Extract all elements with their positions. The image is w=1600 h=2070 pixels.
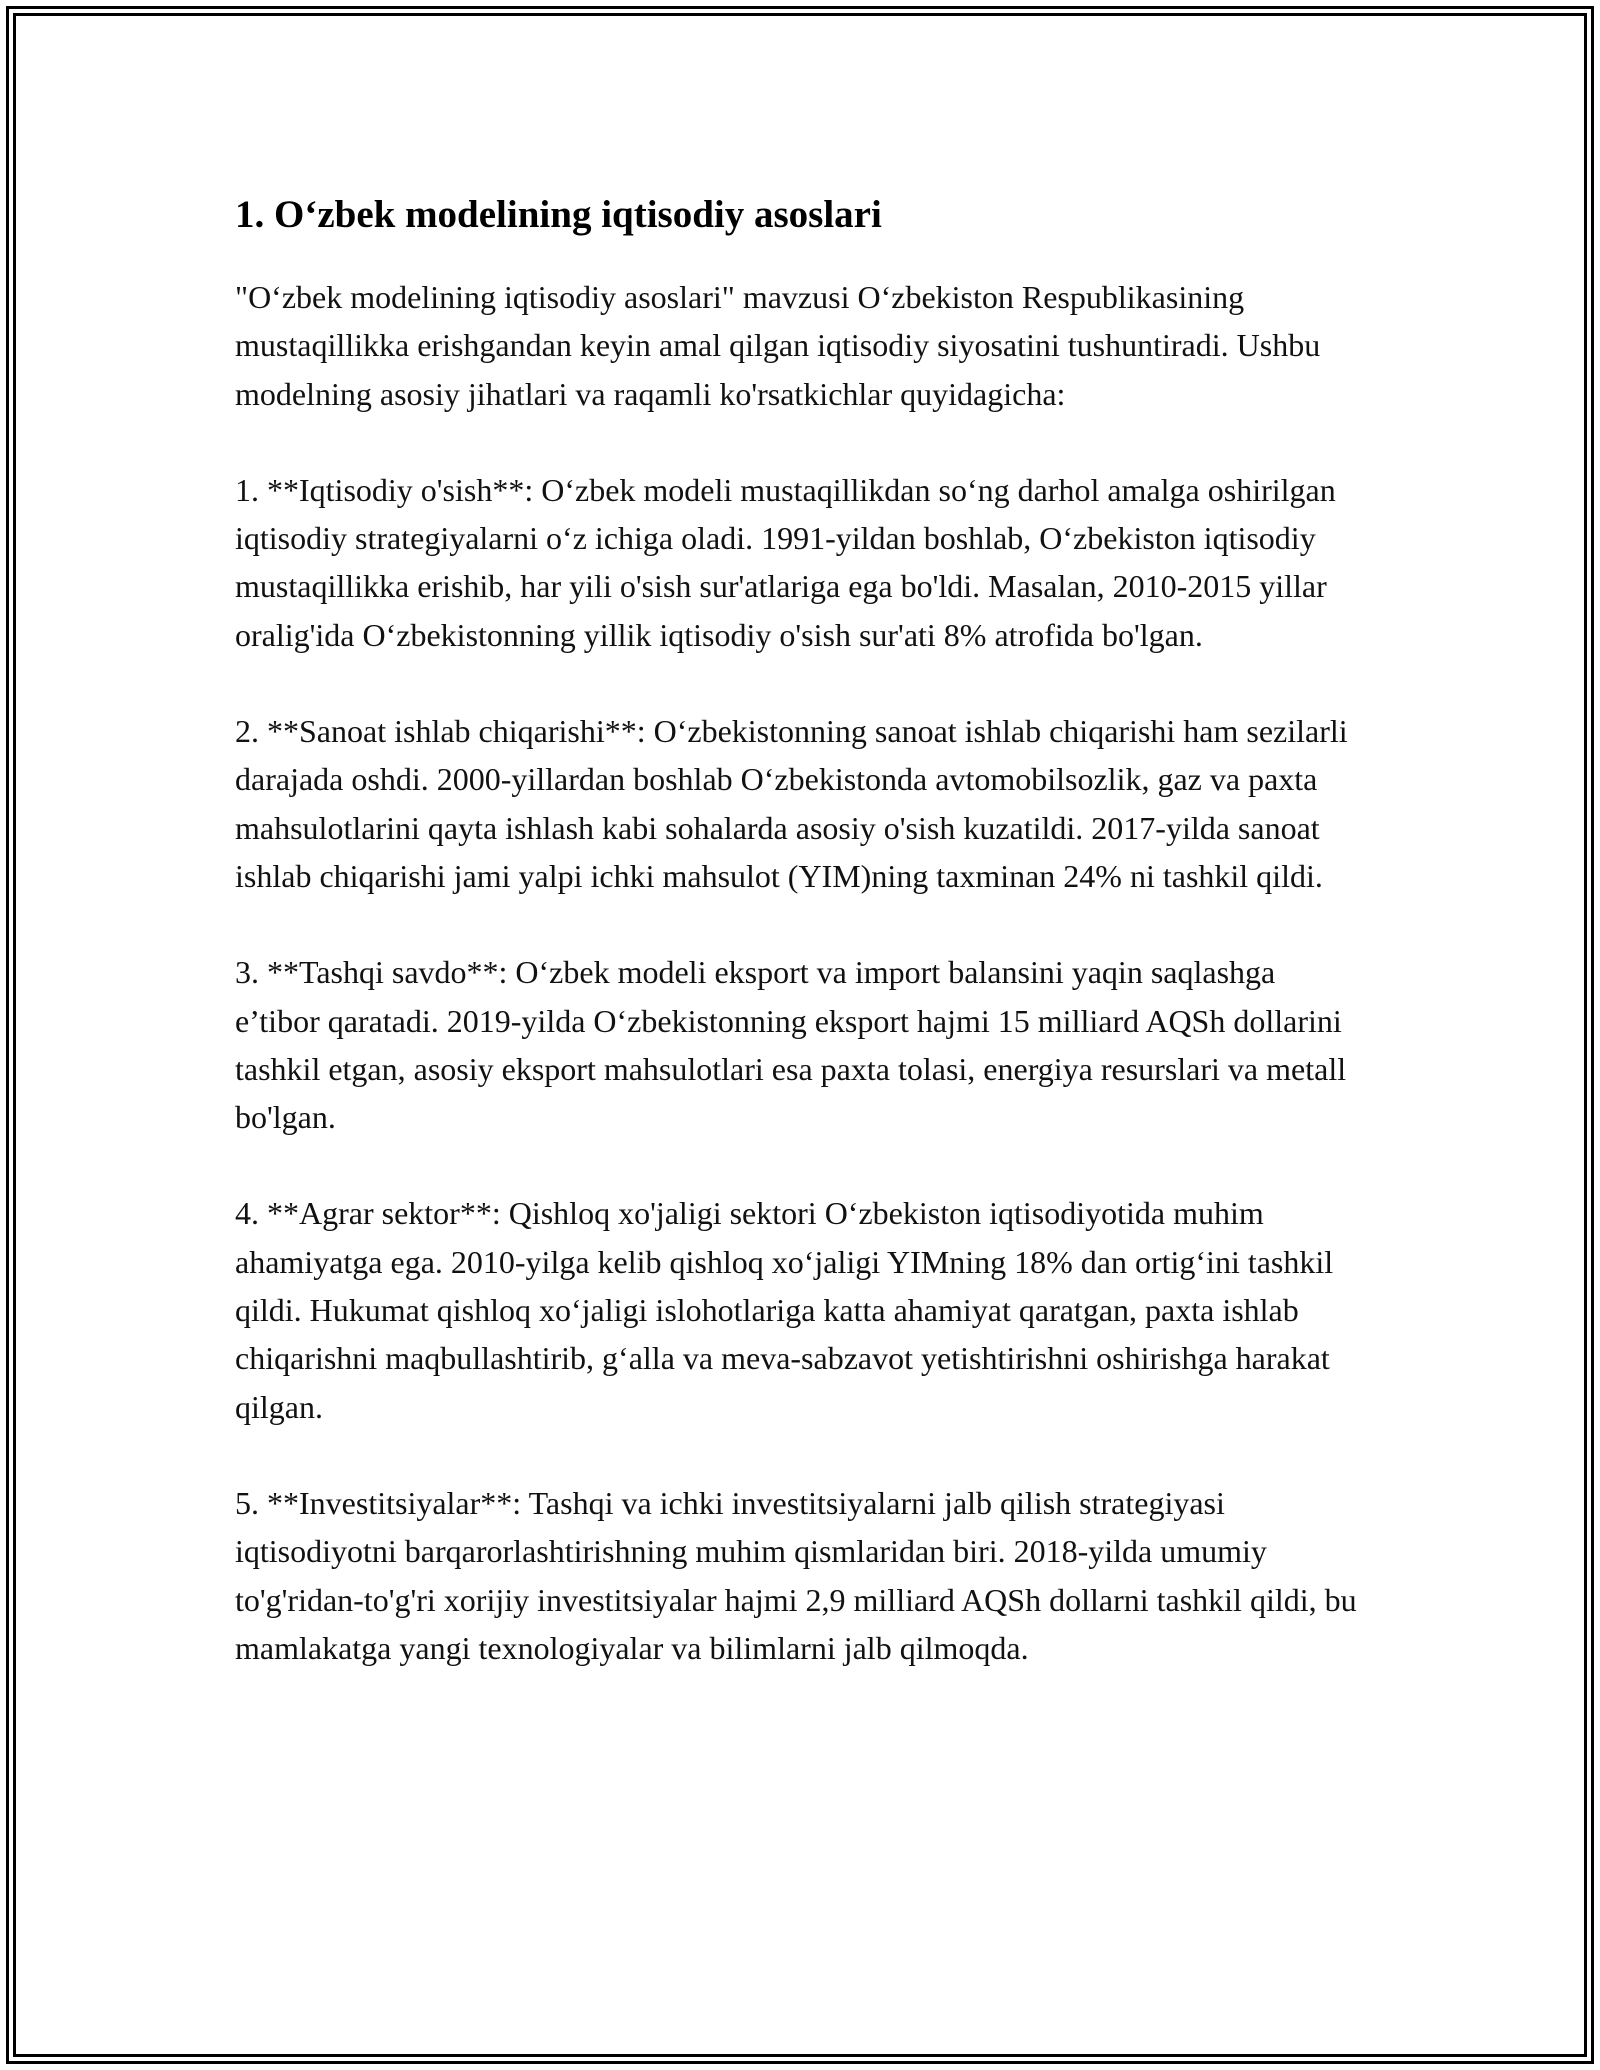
- paragraph-economic-growth: 1. **Iqtisodiy o'sish**: O‘zbek modeli mustaqillikdan so‘ng darhol amalga oshirilgan iqtisodiy strategiyalarni o‘z ichiga oladi. 1991-yildan boshlab, O‘zbekiston iqtisodiy mustaqillikka erishib, har yili o'sish sur'atlariga ega bo'ldi. Masalan, 2010-2015 yillar oralig'ida O‘zbekistonning yillik iqtisodiy o'sish sur'ati 8% atrofida bo'lgan.: [235, 471, 1336, 653]
- section-heading: 1. O‘zbek modelining iqtisodiy asoslari: [235, 193, 882, 236]
- paragraph-industrial-production: 2. **Sanoat ishlab chiqarishi**: O‘zbekistonning sanoat ishlab chiqarishi ham sezilarli darajada oshdi. 2000-yillardan boshlab O‘zbekistonda avtomobilsozlik, gaz va paxta mahsulotlarini qayta ishlash kabi sohalarda asosiy o'sish kuzatildi. 2017-yilda sanoat ishlab chiqarishi jami yalpi ichki mahsulot (YIM)ning taxminan 24% ni tashkil qildi.: [235, 713, 1348, 894]
- document-body: [235, 185, 1365, 1720]
- paragraph-investments: 5. **Investitsiyalar**: Tashqi va ichki investitsiyalarni jalb qilish strategiyasi iqtisodiyotni barqarorlashtirishning muhim qismlaridan biri. 2018-yilda umumiy to'g'ridan-to'g'ri xorijiy investitsiyalar hajmi 2,9 milliard AQSh dollarni tashkil qildi, bu mamlakatga yangi texnologiyalar va bilimlarni jalb qilmoqda.: [235, 1484, 1357, 1666]
- intro-paragraph: "O‘zbek modelining iqtisodiy asoslari" mavzusi O‘zbekiston Respublikasining mustaqillikka erishgandan keyin amal qilgan iqtisodiy siyosatini tushuntiradi. Ushbu modelning asosiy jihatlari va raqamli ko'rsatkichlar quyidagicha:: [235, 279, 1321, 412]
- paragraph-agrarian-sector: 4. **Agrar sektor**: Qishloq xo'jaligi sektori O‘zbekiston iqtisodiyotida muhim ahamiyatga ega. 2010-yilga kelib qishloq xo‘jaligi YIMning 18% dan ortig‘ini tashkil qildi. Hukumat qishloq xo‘jaligi islohotlariga katta ahamiyat qaratgan, paxta ishlab chiqarishni maqbullashtirib, g‘alla va meva-sabzavot yetishtirishni oshirishga harakat qilgan.: [235, 1195, 1334, 1425]
- paragraph-foreign-trade: 3. **Tashqi savdo**: O‘zbek modeli eksport va import balansini yaqin saqlashga e’tibor qaratadi. 2019-yilda O‘zbekistonning eksport hajmi 15 milliard AQSh dollarini tashkil etgan, asosiy eksport mahsulotlari esa paxta tolasi, energiya resurslari va metall bo'lgan.: [235, 954, 1347, 1136]
